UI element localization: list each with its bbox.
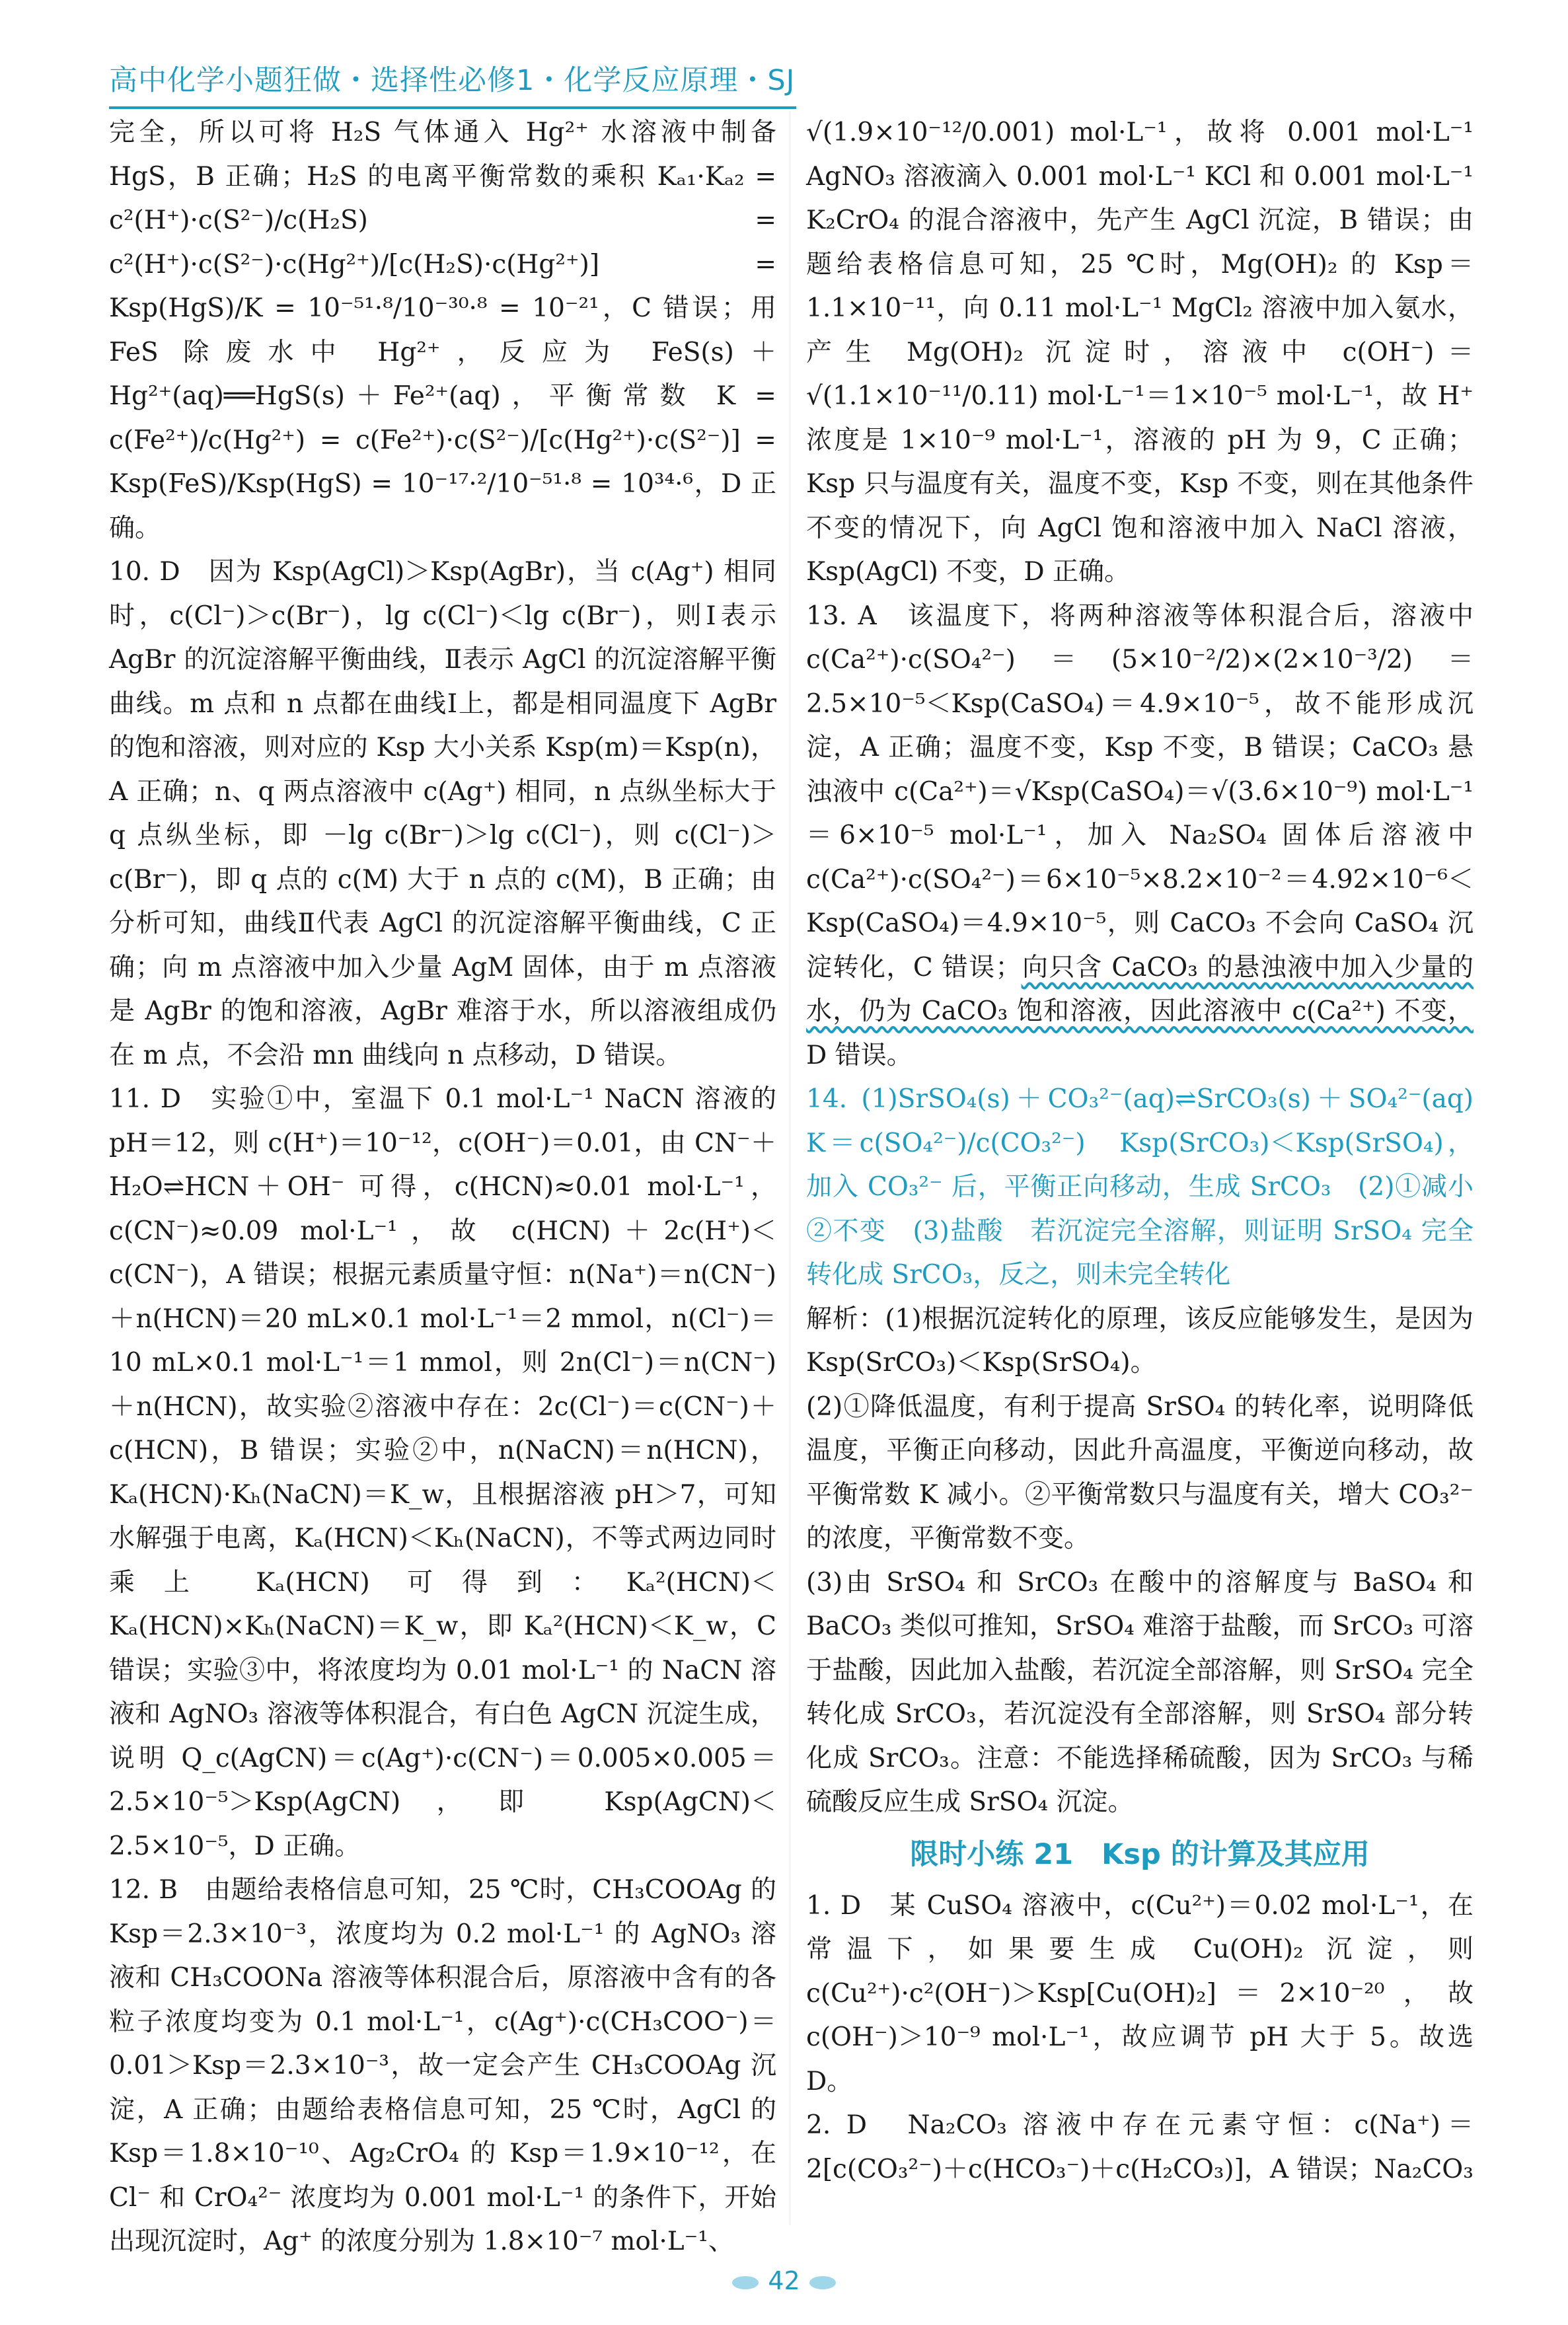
q14-answer: 14. (1)SrSO₄(s)＋CO₃²⁻(aq)⇌SrCO₃(s)＋SO₄²⁻(aq) K＝c(SO₄²⁻)/c(CO₃²⁻) Ksp(SrCO₃)＜Ksp(SrSO₄)，加入 CO₃²⁻ 后，平衡正向移动，生成 SrCO₃ (2)①减小 ②不变 (3)盐酸 若沉淀完全溶解，则证明 SrSO₄ 完全转化成 SrCO₃，反之，则未完全转化 bbox=[806, 1084, 1500, 1290]
q9-continuation: 完全，所以可将 H₂S 气体通入 Hg²⁺ 水溶液中制备 HgS，B 正确；H₂S 的电离平衡常数的乘积 Kₐ₁·Kₐ₂ = c²(H⁺)·c(S²⁻)/c(H₂S) = c²(H⁺)·c(S²⁻)·c(Hg²⁺)/[c(H₂S)·c(Hg²⁺)] = Ksp(HgS)/K = 10⁻⁵¹·⁸/10⁻³⁰·⁸ = 10⁻²¹，C 错误；用 FeS 除废水中 Hg²⁺，反应为 FeS(s)＋Hg²⁺(aq)══HgS(s)＋Fe²⁺(aq)，平衡常数 K = c(Fe²⁺)/c(Hg²⁺) = c(Fe²⁺)·c(S²⁻)/[c(Hg²⁺)·c(S²⁻)] = Ksp(FeS)/Ksp(HgS) = 10⁻¹⁷·²/10⁻⁵¹·⁸ = 10³⁴·⁶，D 正确。 bbox=[109, 118, 776, 543]
book-title: 高中化学小题狂做・选择性必修1・化学反应原理・SJ bbox=[109, 64, 796, 97]
q12-answer: 12. B 由题给表格信息可知，25 ℃时，CH₃COOAg 的 Ksp＝2.3×10⁻³，浓度均为 0.2 mol·L⁻¹ 的 AgNO₃ 溶液和 CH₃COONa 溶液等体积混合后，原溶液中含有的各粒子浓度均变为 0.1 mol·L⁻¹，c(Ag⁺)·c(CH₃COO⁻)＝0.01＞Ksp＝2.3×10⁻³，故一定会产生 CH₃COOAg 沉淀，A 正确；由题给表格信息可知，25 ℃时，AgCl 的 Ksp＝1.8×10⁻¹⁰、Ag₂CrO₄ 的 Ksp＝1.9×10⁻¹²，在 Cl⁻ 和 CrO₄²⁻ 浓度均为 0.001 mol·L⁻¹ 的条件下，开始出现沉淀时，Ag⁺ 的浓度分别为 1.8×10⁻⁷ mol·L⁻¹、 bbox=[109, 1875, 776, 2256]
q13-highlight: 向只含 CaCO₃ 的悬浊液中加入少量的水，仍为 CaCO₃ 饱和溶液，因此溶液中 c(Ca²⁺) 不变， bbox=[806, 952, 1474, 1026]
q13-answer bbox=[806, 595, 1474, 1078]
q14-analysis-1: 解析：(1)根据沉淀转化的原理，该反应能够发生，是因为 Ksp(SrCO₃)＜Ksp(SrSO₄)。 bbox=[806, 1304, 1474, 1378]
leaf-left-icon bbox=[732, 2276, 759, 2289]
q13-text: 13. A 该温度下，将两种溶液等体积混合后，溶液中 c(Ca²⁺)·c(SO₄²⁻)＝(5×10⁻²/2)×(2×10⁻³/2)＝2.5×10⁻⁵＜Ksp(CaSO₄)＝4.9×10⁻⁵，故不能形成沉淀，A 正确；温度不变，Ksp 不变，B 错误；CaCO₃ 悬浊液中 c(Ca²⁺)＝√Ksp(CaSO₄)＝√(3.6×10⁻⁹) mol·L⁻¹＝6×10⁻⁵ mol·L⁻¹，加入 Na₂SO₄ 固体后溶液中 c(Ca²⁺)·c(SO₄²⁻)＝6×10⁻⁵×8.2×10⁻²＝4.92×10⁻⁶＜Ksp(CaSO₄)＝4.9×10⁻⁵，则 CaCO₃ 不会向 CaSO₄ 沉淀转化，C 错误； bbox=[806, 601, 1474, 982]
s21-q1-answer: 1. D 某 CuSO₄ 溶液中，c(Cu²⁺)＝0.02 mol·L⁻¹，在常温下，如果要生成 Cu(OH)₂ 沉淀，则 c(Cu²⁺)·c²(OH⁻)＞Ksp[Cu(OH)₂]＝2×10⁻²⁰，故 c(OH⁻)＞10⁻⁹ mol·L⁻¹，故应调节 pH 大于 5。故选 D。 bbox=[806, 1890, 1474, 2096]
q10-answer: 10. D 因为 Ksp(AgCl)＞Ksp(AgBr)，当 c(Ag⁺) 相同时，c(Cl⁻)＞c(Br⁻)，lg c(Cl⁻)＜lg c(Br⁻)，则Ⅰ表示 AgBr 的沉淀溶解平衡曲线，Ⅱ表示 AgCl 的沉淀溶解平衡曲线。m 点和 n 点都在曲线Ⅰ上，都是相同温度下 AgBr 的饱和溶液，则对应的 Ksp 大小关系 Ksp(m)＝Ksp(n)，A 正确；n、q 两点溶液中 c(Ag⁺) 相同，n 点纵坐标大于 q 点纵坐标，即 －lg c(Br⁻)＞lg c(Cl⁻)，则 c(Cl⁻)＞c(Br⁻)，即 q 点的 c(M) 大于 n 点的 c(M)，B 正确；由分析可知，曲线Ⅱ代表 AgCl 的沉淀溶解平衡曲线，C 正确；向 m 点溶液中加入少量 AgM 固体，由于 m 点溶液是 AgBr 的饱和溶液，AgBr 难溶于水，所以溶液组成仍在 m 点，不会沿 mn 曲线向 n 点移动，D 错误。 bbox=[109, 557, 776, 1070]
section-title: 限时小练 21 Ksp 的计算及其应用 bbox=[910, 1837, 1370, 1871]
q13-tail: D 错误。 bbox=[806, 1040, 913, 1070]
page-number: 42 bbox=[768, 2266, 800, 2295]
q11-answer: 11. D 实验①中，室温下 0.1 mol·L⁻¹ NaCN 溶液的 pH＝12，则 c(H⁺)＝10⁻¹²，c(OH⁻)＝0.01，由 CN⁻＋H₂O⇌HCN＋OH⁻ 可得，c(HCN)≈0.01 mol·L⁻¹，c(CN⁻)≈0.09 mol·L⁻¹，故 c(HCN)＋2c(H⁺)＜c(CN⁻)，A 错误；根据元素质量守恒：n(Na⁺)＝n(CN⁻)＋n(HCN)＝20 mL×0.1 mol·L⁻¹＝2 mmol，n(Cl⁻)＝10 mL×0.1 mol·L⁻¹＝1 mmol，则 2n(Cl⁻)＝n(CN⁻)＋n(HCN)，故实验②溶液中存在：2c(Cl⁻)＝c(CN⁻)＋c(HCN)，B 错误；实验②中，n(NaCN)＝n(HCN)，Kₐ(HCN)·Kₕ(NaCN)＝K_w，且根据溶液 pH＞7，可知水解强于电离，Kₐ(HCN)＜Kₕ(NaCN)，不等式两边同时乘上 Kₐ(HCN) 可得到：Kₐ²(HCN)＜Kₐ(HCN)×Kₕ(NaCN)＝K_w，即 Kₐ²(HCN)＜K_w，C 错误；实验③中，将浓度均为 0.01 mol·L⁻¹ 的 NaCN 溶液和 AgNO₃ 溶液等体积混合，有白色 AgCN 沉淀生成，说明 Q_c(AgCN)＝c(Ag⁺)·c(CN⁻)＝0.005×0.005＝2.5×10⁻⁵＞Ksp(AgCN)，即 Ksp(AgCN)＜2.5×10⁻⁵，D 正确。 bbox=[109, 1084, 776, 1861]
s21-q2-answer: 2. D Na₂CO₃ 溶液中存在元素守恒：c(Na⁺)＝2[c(CO₃²⁻)＋c(HCO₃⁻)＋c(H₂CO₃)]，A 错误；Na₂CO₃ bbox=[806, 2110, 1474, 2184]
q14-analysis-3: (3)由 SrSO₄ 和 SrCO₃ 在酸中的溶解度与 BaSO₄ 和 BaCO₃ 类似可推知，SrSO₄ 难溶于盐酸，而 SrCO₃ 可溶于盐酸，因此加入盐酸，若沉淀全部溶解，则 SrSO₄ 完全转化成 SrCO₃，若沉淀没有全部溶解，则 SrSO₄ 部分转化成 SrCO₃。注意：不能选择稀硫酸，因为 SrCO₃ 与稀硫酸反应生成 SrSO₄ 沉淀。 bbox=[806, 1567, 1474, 1817]
header-rule bbox=[109, 106, 796, 109]
left-column bbox=[109, 111, 776, 2264]
q12-continuation: √(1.9×10⁻¹²/0.001) mol·L⁻¹，故将 0.001 mol·L⁻¹ AgNO₃ 溶液滴入 0.001 mol·L⁻¹ KCl 和 0.001 mol·L⁻¹ K₂CrO₄ 的混合溶液中，先产生 AgCl 沉淀，B 错误；由题给表格信息可知，25 ℃时，Mg(OH)₂ 的 Ksp＝1.1×10⁻¹¹，向 0.11 mol·L⁻¹ MgCl₂ 溶液中加入氨水，产生 Mg(OH)₂ 沉淀时，溶液中 c(OH⁻)＝√(1.1×10⁻¹¹/0.11) mol·L⁻¹＝1×10⁻⁵ mol·L⁻¹，故 H⁺ 浓度是 1×10⁻⁹ mol·L⁻¹，溶液的 pH 为 9，C 正确；Ksp 只与温度有关，温度不变，Ksp 不变，则在其他条件不变的情况下，向 AgCl 饱和溶液中加入 NaCl 溶液，Ksp(AgCl) 不变，D 正确。 bbox=[806, 118, 1474, 587]
page-footer bbox=[0, 2266, 1568, 2295]
q14-analysis-2: (2)①降低温度，有利于提高 SrSO₄ 的转化率，说明降低温度，平衡正向移动，因此升高温度，平衡逆向移动，故平衡常数 K 减小。②平衡常数只与温度有关，增大 CO₃²⁻ 的浓度，平衡常数不变。 bbox=[806, 1391, 1474, 1553]
right-column bbox=[806, 111, 1500, 2192]
leaf-right-icon bbox=[809, 2276, 836, 2289]
running-header bbox=[109, 58, 796, 109]
